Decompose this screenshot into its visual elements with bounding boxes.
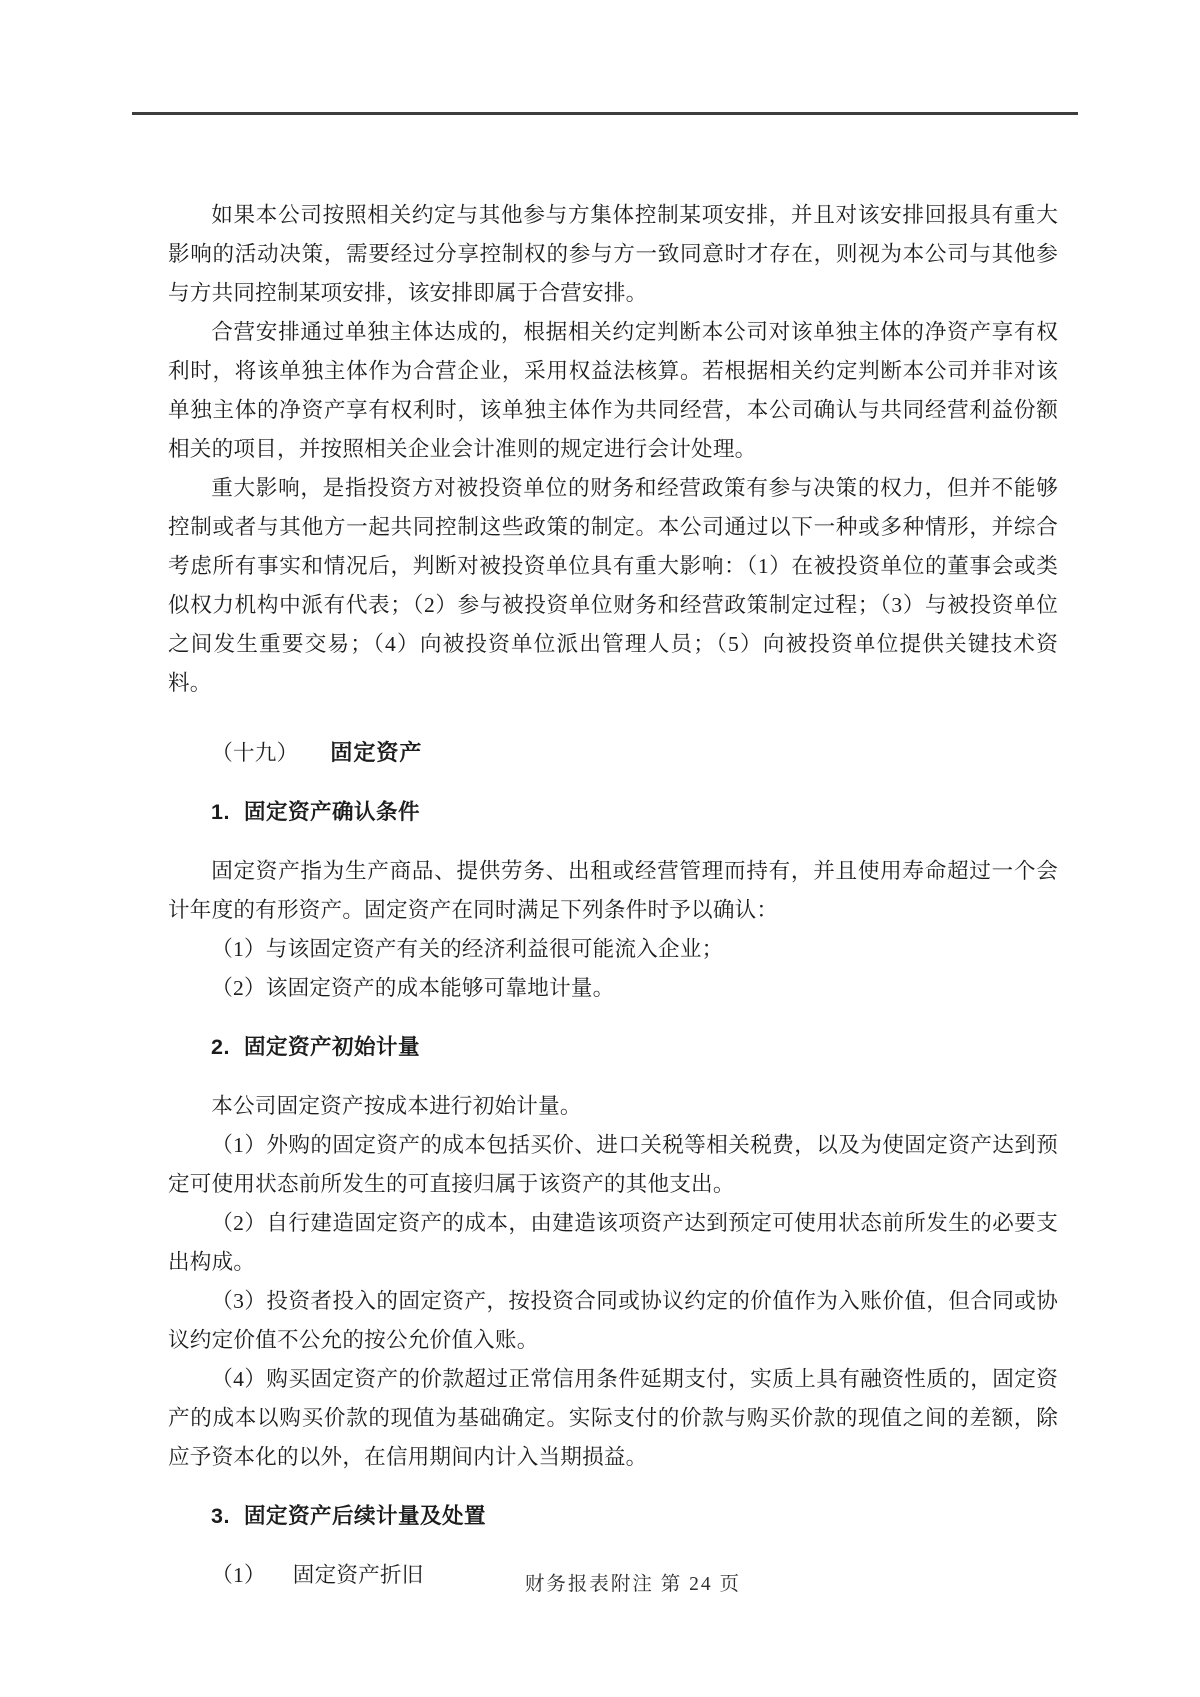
paragraph-fixed-asset-definition: 固定资产指为生产商品、提供劳务、出租或经营管理而持有，并且使用寿命超过一个会计年度的有形资产。固定资产在同时满足下列条件时予以确认： bbox=[168, 859, 1058, 922]
section-heading-fixed-assets bbox=[168, 733, 1058, 773]
list-item-reliable-measurement: （2）该固定资产的成本能够可靠地计量。 bbox=[211, 976, 615, 1000]
header-rule bbox=[132, 112, 1078, 115]
item-title: 固定资产折旧 bbox=[292, 1563, 424, 1587]
heading-subsequent-measurement bbox=[168, 1497, 1058, 1536]
paragraph-joint-venture-arrangement: 合营安排通过单独主体达成的，根据相关约定判断本公司对该单独主体的净资产享有权利时，将该单独主体作为合营企业，采用权益法核算。若根据相关约定判断本公司并非对该单独主体的净资产享有权利时，该单独主体作为共同经营，本公司确认与共同经营利益份额相关的项目，并按照相关企业会计准则的规定进行会计处理。 bbox=[168, 320, 1058, 461]
heading-number: 2. bbox=[211, 1035, 230, 1059]
paragraph-investor-contributed-assets: （3）投资者投入的固定资产，按投资合同或协议约定的价值作为入账价值，但合同或协议约定价值不公允的按公允价值入账。 bbox=[168, 1289, 1058, 1352]
page-footer: 财务报表附注 第 24 页 bbox=[524, 1574, 742, 1595]
heading-number: 1. bbox=[211, 800, 230, 824]
heading-recognition-criteria bbox=[168, 793, 1058, 832]
heading-title: 固定资产后续计量及处置 bbox=[243, 1504, 486, 1528]
heading-number: 3. bbox=[211, 1504, 230, 1528]
item-number: （1） bbox=[211, 1563, 266, 1587]
paragraph-deferred-payment: （4）购买固定资产的价款超过正常信用条件延期支付，实质上具有融资性质的，固定资产的成本以购买价款的现值为基础确定。实际支付的价款与购买价款的现值之间的差额，除应予资本化的以外，在信用期间内计入当期损益。 bbox=[168, 1367, 1058, 1469]
paragraph-cost-measurement: 本公司固定资产按成本进行初始计量。 bbox=[211, 1094, 582, 1118]
heading-initial-measurement bbox=[168, 1028, 1058, 1067]
paragraph-significant-influence: 重大影响，是指投资方对被投资单位的财务和经营政策有参与决策的权力，但并不能够控制或者与其他方一起共同控制这些政策的制定。本公司通过以下一种或多种情形，并综合考虑所有事实和情况后，判断对被投资单位具有重大影响：（1）在被投资单位的董事会或类似权力机构中派有代表；（2）参与被投资单位财务和经营政策制定过程；（3）与被投资单位之间发生重要交易；（4）向被投资单位派出管理人员；（5）向被投资单位提供关键技术资料。 bbox=[168, 476, 1058, 695]
paragraph-purchased-assets: （1）外购的固定资产的成本包括买价、进口关税等相关税费，以及为使固定资产达到预定可使用状态前所发生的可直接归属于该资产的其他支出。 bbox=[168, 1133, 1058, 1196]
section-title: 固定资产 bbox=[330, 740, 423, 765]
heading-title: 固定资产确认条件 bbox=[243, 800, 420, 824]
section-number: （十九） bbox=[211, 741, 299, 765]
paragraph-self-constructed-assets: （2）自行建造固定资产的成本，由建造该项资产达到预定可使用状态前所发生的必要支出构成。 bbox=[168, 1211, 1058, 1274]
paragraph-joint-control: 如果本公司按照相关约定与其他参与方集体控制某项安排，并且对该安排回报具有重大影响的活动决策，需要经过分享控制权的参与方一致同意时才存在，则视为本公司与其他参与方共同控制某项安排，该安排即属于合营安排。 bbox=[168, 203, 1058, 305]
heading-title: 固定资产初始计量 bbox=[243, 1035, 420, 1059]
list-item-economic-benefit: （1）与该固定资产有关的经济利益很可能流入企业； bbox=[211, 937, 724, 961]
document-body bbox=[168, 196, 1058, 1595]
